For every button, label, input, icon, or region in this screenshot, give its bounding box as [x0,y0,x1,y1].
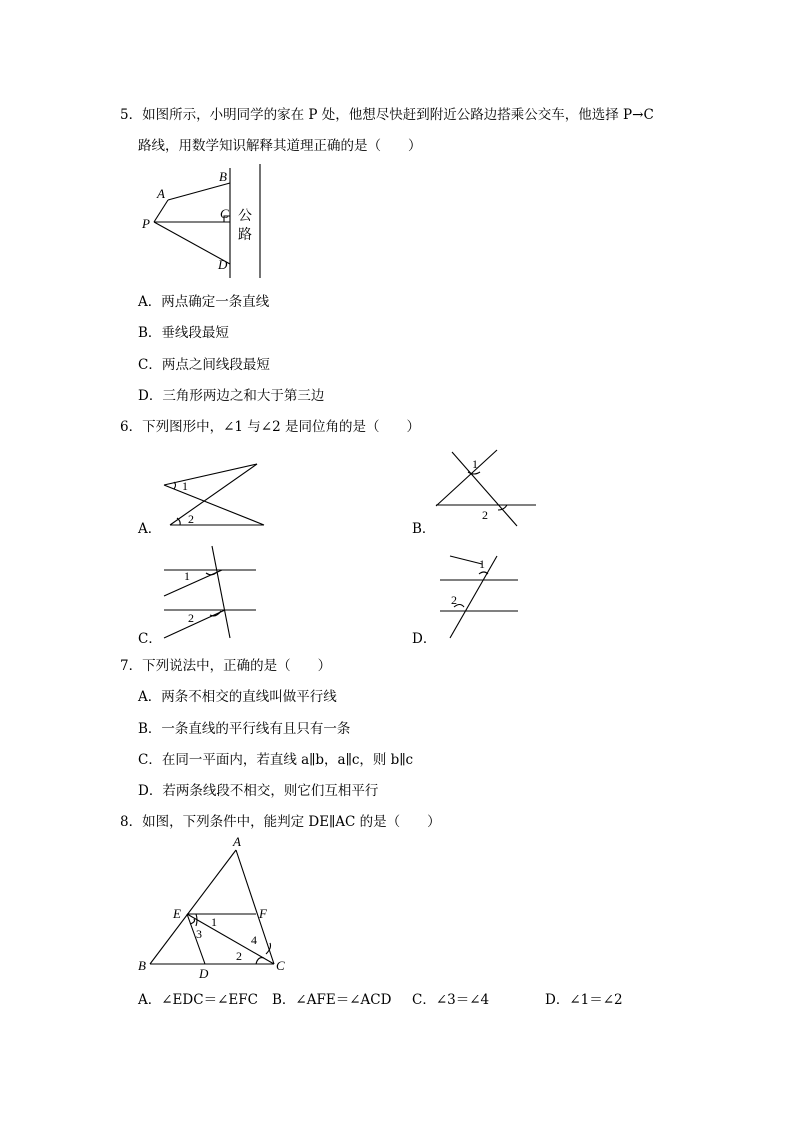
q8-point-f: F [259,906,267,921]
q5-figure [130,160,280,285]
q6-label-b: B． [412,521,436,537]
q8-option-c: C．∠3＝∠4 [412,992,490,1008]
q5-option-d: D．三角形两边之和大于第三边 [138,388,325,404]
q8-option-b: B．∠AFE＝∠ACD [272,992,392,1008]
q7-option-d: D．若两条线段不相交，则它们互相平行 [138,783,379,799]
q5-point-d: D [218,257,228,272]
q5-road-char-1: 公 [238,208,252,224]
q8-point-e: E [173,906,181,921]
q8-point-c: C [276,958,285,973]
q5-option-a: A．两点确定一条直线 [138,294,270,310]
q7-option-a: A．两条不相交的直线叫做平行线 [138,689,337,705]
q6d-angle-1: 1 [479,557,485,571]
q6-label-c: C． [138,631,162,647]
q8-option-d: D．∠1＝∠2 [545,992,623,1008]
q8-figure [130,830,300,980]
q5-stem-line1: 5．如图所示，小明同学的家在 P 处，他想尽快赶到附近公路边搭乘公交车，他选择 P→C [120,107,654,123]
q6b-angle-1: 1 [472,457,478,471]
q5-point-p: P [142,216,150,231]
q8-point-d: D [199,966,209,981]
q5-stem-line2: 路线，用数学知识解释其道理正确的是（ ） [138,138,422,154]
q6-figure-d [432,552,522,642]
q5-point-b: B [219,169,227,184]
q6-label-d: D． [412,631,437,647]
q8-angle-3: 3 [196,927,202,941]
q8-point-a: A [233,834,241,849]
q6-figure-b [432,446,542,531]
q7-option-b: B．一条直线的平行线有且只有一条 [138,721,351,737]
q5-option-b: B．垂线段最短 [138,325,229,341]
q6d-angle-2: 2 [451,593,457,607]
q6-figure-c [160,544,260,640]
q6-stem: 6．下列图形中，∠1 与∠2 是同位角的是（ ） [120,419,420,435]
q6b-angle-2: 2 [482,508,488,522]
q8-option-a: A．∠EDC＝∠EFC [138,992,258,1008]
q6-label-a: A． [138,521,162,537]
q6c-angle-2: 2 [188,611,194,625]
q8-stem: 8．如图，下列条件中，能判定 DE∥AC 的是（ ） [120,814,441,830]
q5-road-char-2: 路 [238,227,252,243]
q6a-angle-2: 2 [188,512,194,526]
q5-option-c: C．两点之间线段最短 [138,357,270,373]
q6c-angle-1: 1 [184,569,190,583]
q6-figure-a [160,460,270,530]
q8-point-b: B [138,958,146,973]
q7-stem: 7．下列说法中，正确的是（ ） [120,658,332,674]
q6a-angle-1: 1 [182,479,188,493]
q8-angle-2: 2 [236,949,242,963]
q5-point-c: C [220,206,229,221]
q7-option-c: C．在同一平面内，若直线 a∥b，a∥c，则 b∥c [138,752,414,768]
q8-angle-4: 4 [251,933,257,947]
q5-point-a: A [157,186,165,201]
q8-angle-1: 1 [211,915,217,929]
